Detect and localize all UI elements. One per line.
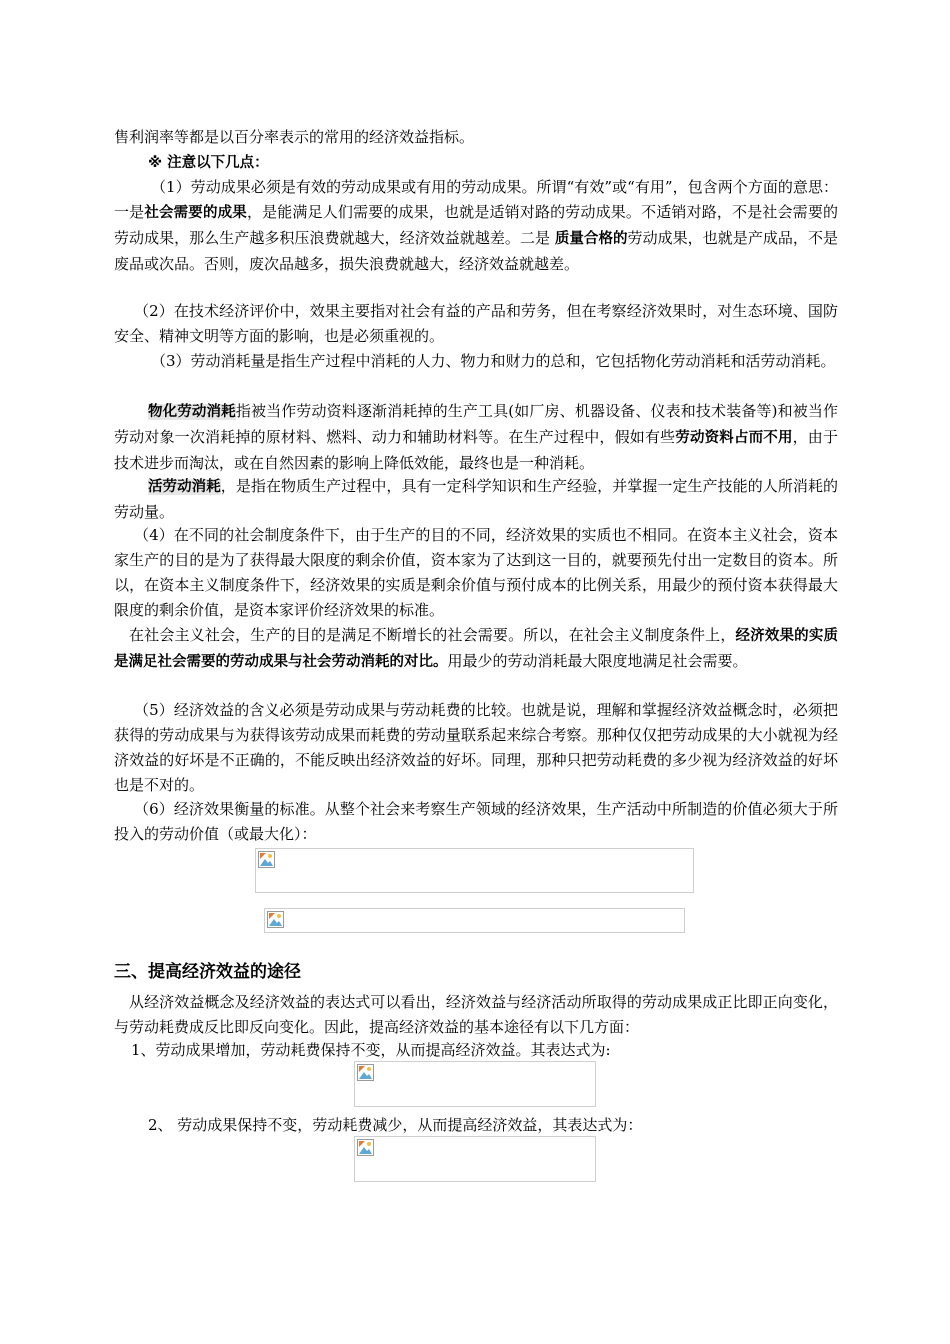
paragraph-point-1: （1）劳动成果必须是有效的劳动成果或有用的劳动成果。所谓“有效”或“有用”，包含两个方面的意思：一是社会需要的成果，是能满足人们需要的成果，也就是适销对路的劳动成果。不适销对路，不是社会需要的劳动成果，那么生产越多积压浪费就越大，经济效益就越差。二是 质量合格的劳动成果，也就是产成品，不是废品或次品。否则，废次品越多，损失浪费就越大，经济效益就越差。 [114,178,838,273]
section-heading: 三、提高经济效益的途径 [114,962,301,982]
formula-image-4 [354,1136,596,1182]
paragraph-socialism: 在社会主义社会，生产的目的是满足不断增长的社会需要。所以，在社会主义制度条件上，经济效果的实质是满足社会需要的劳动成果与社会劳动消耗的对比。用最少的劳动消耗最大限度地满足社会需要。 [114,626,838,670]
broken-image-icon [357,1139,374,1156]
broken-image-icon [267,911,284,928]
paragraph-point-5: （5）经济效益的含义必须是劳动成果与劳动耗费的比较。也就是说，理解和掌握经济效益概念时，必须把获得的劳动成果与为获得该劳动成果而耗费的劳动量联系起来综合考察。那种仅仅把劳动成果的大小就视为经济效益的好坏是不正确的，不能反映出经济效益的好坏。同理，那种只把劳动耗费的多少视为经济效益的好坏也是不对的。 [114,701,838,794]
note-heading: ※ 注意以下几点： [148,155,269,171]
paragraph-point-6: （6）经济效果衡量的标准。从整个社会来考察生产领域的经济效果，生产活动中所制造的价值必须大于所投入的劳动价值（或最大化）： [114,800,838,843]
paragraph-living-labor: 活劳动消耗，是指在物质生产过程中，具有一定科学知识和生产经验，并掌握一定生产技能的人所消耗的劳动量。 [114,477,838,521]
paragraph-materialized-labor: 物化劳动消耗指被当作劳动资料逐渐消耗掉的生产工具(如厂房、机器设备、仪表和技术装备等)和被当作劳动对象一次消耗掉的原材料、燃料、动力和辅助材料等。在生产过程中，假如有些劳动资料占而不用，由于技术进步而淘汰，或在自然因素的影响上降低效能，最终也是一种消耗。 [114,402,838,472]
list-item-2: 2、 劳动成果保持不变，劳动耗费减少，从而提高经济效益，其表达式为： [148,1116,643,1134]
paragraph-section-intro: 从经济效益概念及经济效益的表达式可以看出，经济效益与经济活动所取得的劳动成果成正比即正向变化，与劳动耗费成反比即反向变化。因此，提高经济效益的基本途径有以下几方面： [114,993,838,1036]
paragraph-point-2: （2）在技术经济评价中，效果主要指对社会有益的产品和劳务，但在考察经济效果时，对生态环境、国防安全、精神文明等方面的影响，也是必须重视的。 [114,302,838,345]
list-item-1: 1、劳动成果增加，劳动耗费保持不变，从而提高经济效益。其表达式为: [131,1041,611,1059]
paragraph-intro: 售利润率等都是以百分率表示的常用的经济效益指标。 [114,128,475,146]
broken-image-icon [357,1064,374,1081]
broken-image-icon [258,851,275,868]
formula-image-2 [264,908,685,933]
paragraph-point-3: （3）劳动消耗量是指生产过程中消耗的人力、物力和财力的总和，它包括物化劳动消耗和活劳动消耗。 [151,352,836,370]
formula-image-1 [255,848,694,893]
paragraph-point-4: （4）在不同的社会制度条件下，由于生产的目的不同，经济效果的实质也不相同。在资本主义社会，资本家生产的目的是为了获得最大限度的剩余价值，资本家为了达到这一目的，就要预先付出一定数目的资本。所以，在资本主义制度条件下，经济效果的实质是剩余价值与预付成本的比例关系，用最少的预付资本获得最大限度的剩余价值，是资本家评价经济效果的标准。 [114,526,838,619]
formula-image-3 [354,1061,596,1107]
